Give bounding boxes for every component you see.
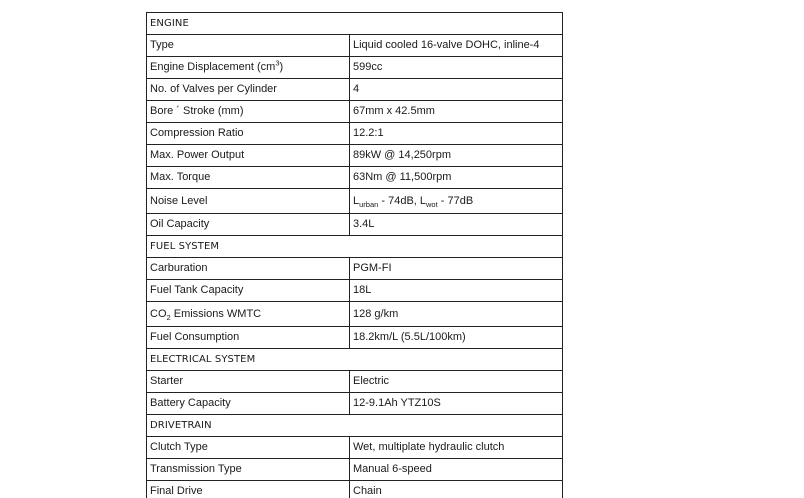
- table-row: [147, 258, 563, 280]
- spec-label: Max. Power Output: [147, 145, 350, 167]
- label-text-after: Emissions WMTC: [170, 307, 262, 320]
- section-title: DRIVETRAIN: [147, 415, 563, 437]
- spec-label: No. of Valves per Cylinder: [147, 79, 350, 101]
- section-header-fuel-system: [147, 236, 563, 258]
- section-title: ENGINE: [147, 13, 563, 35]
- spec-label: Noise Level: [147, 189, 350, 214]
- spec-label: [147, 302, 350, 327]
- spec-value: Manual 6-speed: [350, 459, 563, 481]
- spec-label: Starter: [147, 371, 350, 393]
- table-row: [147, 167, 563, 189]
- noise-subscript: urban: [359, 199, 379, 209]
- spec-value: Chain: [350, 481, 563, 498]
- spec-value: [350, 189, 563, 214]
- section-title: FUEL SYSTEM: [147, 236, 563, 258]
- table-row: [147, 481, 563, 498]
- spec-label: Fuel Tank Capacity: [147, 280, 350, 302]
- spec-value: 3.4L: [350, 214, 563, 236]
- spec-value: PGM-FI: [350, 258, 563, 280]
- spec-value: 4: [350, 79, 563, 101]
- spec-value: 89kW @ 14,250rpm: [350, 145, 563, 167]
- noise-symbol: L: [353, 194, 360, 207]
- label-text-after: ): [279, 61, 284, 73]
- section-header-engine: [147, 13, 563, 35]
- spec-label: Carburation: [147, 258, 350, 280]
- section-header-electrical-system: [147, 349, 563, 371]
- table-row: [147, 123, 563, 145]
- spec-label: Max. Torque: [147, 167, 350, 189]
- spec-value: 12-9.1Ah YTZ10S: [350, 393, 563, 415]
- table-row: [147, 437, 563, 459]
- table-row: [147, 302, 563, 327]
- spec-label: [147, 57, 350, 79]
- spec-label: Compression Ratio: [147, 123, 350, 145]
- label-superscript: 3: [275, 58, 280, 68]
- table-row: [147, 459, 563, 481]
- table-row: [147, 214, 563, 236]
- spec-value: 18L: [350, 280, 563, 302]
- specifications-table: [146, 12, 563, 498]
- table-row: [147, 327, 563, 349]
- noise-value: - 77dB: [437, 194, 474, 207]
- spec-label: Type: [147, 35, 350, 57]
- table-row: [147, 280, 563, 302]
- table-row: [147, 371, 563, 393]
- spec-value: Wet, multiplate hydraulic clutch: [350, 437, 563, 459]
- table-row: [147, 101, 563, 123]
- spec-label: Bore ´ Stroke (mm): [147, 101, 350, 123]
- spec-label: Final Drive: [147, 481, 350, 498]
- noise-subscript: wot: [426, 199, 438, 209]
- spec-value: 128 g/km: [350, 302, 563, 327]
- spec-label: Oil Capacity: [147, 214, 350, 236]
- label-text: Engine Displacement (cm: [150, 61, 276, 73]
- noise-symbol: L: [419, 194, 427, 207]
- section-header-drivetrain: [147, 415, 563, 437]
- table-row: [147, 79, 563, 101]
- table-row: [147, 35, 563, 57]
- spec-label: Transmission Type: [147, 459, 350, 481]
- spec-value: 12.2:1: [350, 123, 563, 145]
- spec-value: Liquid cooled 16-valve DOHC, inline-4: [350, 35, 563, 57]
- label-text: CO: [150, 307, 167, 320]
- spec-label: Battery Capacity: [147, 393, 350, 415]
- table-row: [147, 393, 563, 415]
- spec-value: 63Nm @ 11,500rpm: [350, 167, 563, 189]
- table-row: [147, 57, 563, 79]
- spec-label: Clutch Type: [147, 437, 350, 459]
- section-title: ELECTRICAL SYSTEM: [147, 349, 563, 371]
- table-row: [147, 145, 563, 167]
- spec-value: 18.2km/L (5.5L/100km): [350, 327, 563, 349]
- spec-value: 67mm x 42.5mm: [350, 101, 563, 123]
- noise-value: - 74dB,: [378, 194, 420, 207]
- table-row: [147, 189, 563, 214]
- spec-value: 599cc: [350, 57, 563, 79]
- label-subscript: 2: [166, 312, 171, 322]
- spec-value: Electric: [350, 371, 563, 393]
- spec-label: Fuel Consumption: [147, 327, 350, 349]
